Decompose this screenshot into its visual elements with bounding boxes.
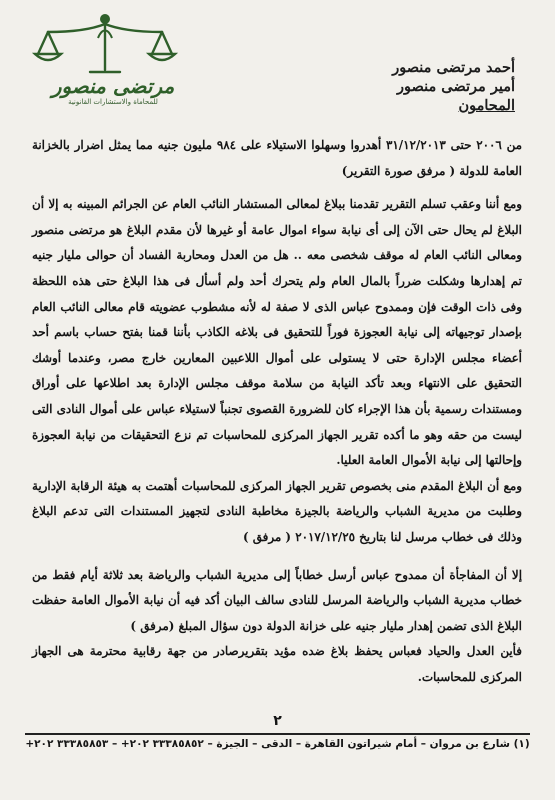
paragraph-1: من ٢٠٠٦ حتى ٣١/١٢/٢٠١٣ أهدروا وسهلوا الاستيلاء على ٩٨٤ مليون جنيه مما يمثل اضرار بالخزانة العامة للدولة ( مرفق صورة التقرير) xyxy=(32,138,522,178)
office-title: المحامون xyxy=(458,97,515,114)
lawyer-names xyxy=(392,58,515,115)
lawyer-name-1: أحمد مرتضى منصور xyxy=(392,59,515,76)
paragraph-5: فأين العدل والحياد فعباس يحفظ بلاغ ضده مؤيد بتقريرصادر من جهة رقابية محترمة هى الجهاز المركزى للمحاسبات. xyxy=(32,644,522,684)
logo-subtitle: للمحاماة والاستشارات القانونية xyxy=(68,98,158,106)
paragraph-3: ومع أن البلاغ المقدم منى بخصوص تقرير الجهاز المركزى للمحاسبات أهتمت به هيئة الرقابة الإدارية وطلبت من مديرية الشباب والرياضة بالجيزة مخاطبة النادى لتجهيز المستندات التى تدعم البلاغ وذلك فى خطاب مرسل لنا بتاريخ ٢٠١٧/١٢/٢٥ ( مرفق ) xyxy=(32,478,522,544)
letterhead xyxy=(0,10,555,114)
paragraph-4: إلا أن المفاجأة أن ممدوح عباس أرسل خطاباً إلى مديرية الشباب والرياضة بعد ثلاثة أيام فقط من خطاب مديرية الشباب والرياضة المرسل للنادى سالف البيان أكد فيه أن نيابة الأموال العامة حفظت البلاغ الذى تضمن إهدار مليار جنيه على خزانة الدولة دون سؤال المبلغ (مرفق ) xyxy=(32,567,522,633)
logo-wordmark xyxy=(38,75,188,107)
paragraph-2: ومع أننا وعقب تسلم التقرير تقدمنا ببلاغ لمعالى المستشار النائب العام عن الجرائم المبينه به إلا أن البلاغ لم يحال حتى الآن إلى أى نيابة سواء اموال عامة أو غيرها لأن مقدم البلاغ هو مرتضى منصور ومعالى النائب العام له موقف شخصى معه .. هل من العدل ومحاربة الفساد أن حوالى مليار جنيه تم إهدارها وشكلت ضرراً بالمال العام ولم يتحرك أحد ولم أسأل فى هذا البلاغ حتى هذه اللحظة وفى ذات الوقت فإن وممدوح عباس الذى لا صفة له لأنه مشطوب عضويته قام معالى النائب العام بإصدار توجيهاته إلى نيابة العجوزة فوراً للتحقيق فى بلاغه الكاذب بأننا قمنا بفتح حساب باسم أحد أعضاء مجلس الإدارة حتى لا يستولى على أموال اللاعبين المعارين خارج مصر، وعندما أوشك التحقيق على الانتهاء وبعد تأكد النيابة من سلامة موقف مجلس الإدارة بعد اطلاعها على أوراق ومستندات رسمية بأن هذا الإجراء كان للضرورة القصوى تجنباً لاستيلاء عباس على أموال النادى التى ليست من حقه وهو ما أكده تقرير الجهاز المركزى للمحاسبات تم نزع التحقيقات من نيابة العجوزة وإحالتها إلى نيابة الأموال العامة العليا. xyxy=(32,197,522,468)
scales-of-justice-icon xyxy=(30,10,180,80)
firm-logo xyxy=(30,10,180,120)
footer-address: (١) شارع بن مروان – أمام شيراتون القاهرة – الدقى – الجيزة – ٣٣٣٨٥٨٥٢ ٢٠٢+ – ٣٣٣٨٥٨٥٣ ٢٠٢+ xyxy=(25,738,530,750)
letter-body xyxy=(32,133,522,690)
lawyer-name-2: أمير مرتضى منصور xyxy=(397,78,515,95)
footer-divider xyxy=(25,733,530,735)
logo-name: مرتضى منصور xyxy=(51,74,175,98)
page-number: ٢ xyxy=(273,713,282,729)
